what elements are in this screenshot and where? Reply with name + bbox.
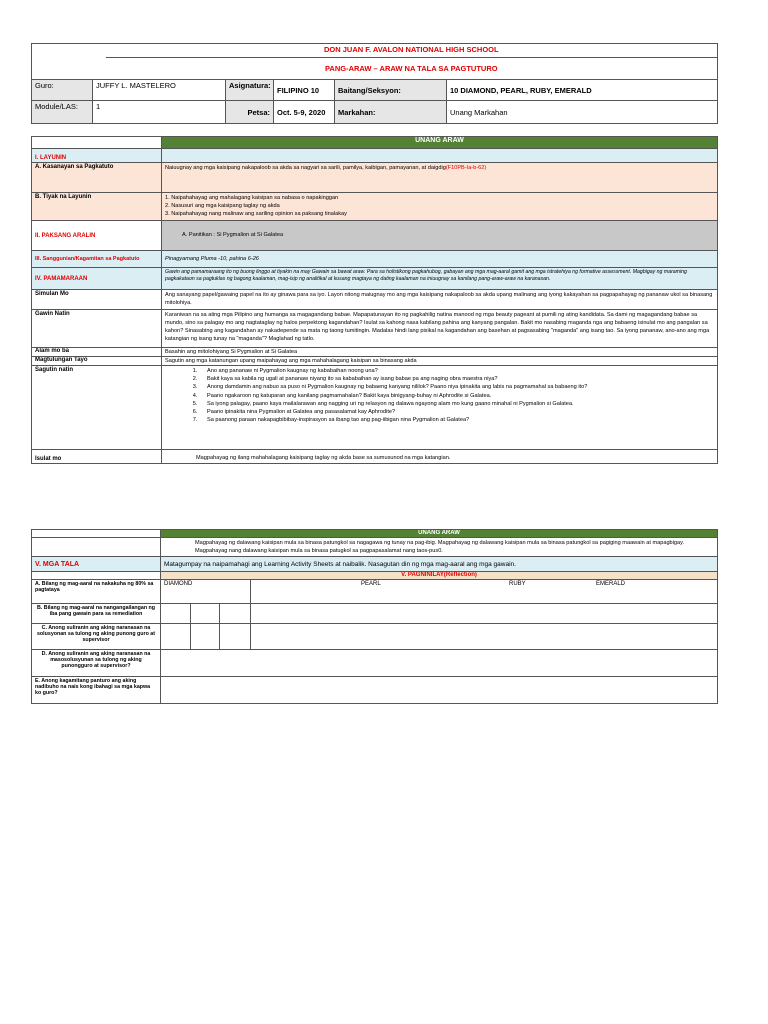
petsa-label: Petsa: (226, 101, 274, 124)
question-b: B. Bilang ng mag-aaral na nangangailangan ng iba pang gawain para sa remediation (32, 604, 161, 624)
pamantayan-text: Naiuugnay ang mga kaisipang nakapaloob sa akda sa nagyari sa sarili, pamilya, kaibigan, pamayanan, at daigdig(F10PB-Ia-b-62) (162, 163, 718, 193)
baitang-value: 10 DIAMOND, PEARL, RUBY, EMERALD (447, 80, 718, 101)
pamamaraan-text: Gawin ang pamamaraang ito ng buong linggo at tiyakin na may Gawain sa bawat araw. Para sa holistikong pagkahubog, gabayan ang mga mag-aaral gamit ang mga istratehiya ng formative assessment. Magbigay ng maraming pagkakataon sa pagtuklas ng bagong kaalaman, mag-isip ng analitikal at kusang magtaya ng dating kaalaman na iniuugnay sa kanilang pang-araw-araw na karanasan. (162, 268, 718, 290)
sections-row (251, 580, 718, 604)
section-pearl: PEARL (361, 581, 381, 588)
mga-tala-label: V. MGA TALA (32, 557, 161, 572)
simulan-label: Simulan Mo (32, 290, 162, 310)
gawin-label: Gawin Natin (32, 310, 162, 348)
asignatura-value: FILIPINO 10 (274, 80, 335, 101)
question-item: 6. Paano ipinakita nina Pygmalion at Galatea ang pasasalamat kay Aphrodite? (199, 408, 714, 416)
question-c: C. Anong suliranin ang aking naranasan na solusyonan sa tulong ng aking punong guro at supervisor (32, 624, 161, 650)
guro-label: Guro: (32, 80, 93, 101)
question-item: 7. Sa paanong paraan nakapagbibibay-inspirasyon sa ibang tao ang pag-iibigan nina Pygmalion at Galatea? (199, 416, 714, 424)
tiyak-label: B. Tiyak na Layunin (32, 193, 162, 221)
pagninilay-label: V. PAGNINILAY(Reflection) (161, 572, 718, 580)
markahan-label: Markahan: (335, 101, 447, 124)
alam-label: Alam mo ba (32, 348, 162, 357)
alam-text: Basahin ang mitolohiyang Si Pygmalion at Si Galatea (162, 348, 718, 357)
tiyak-item: 2. Nasusuri ang mga kaisipang taglay ng akda (165, 203, 280, 210)
school-name: DON JUAN F. AVALON NATIONAL HIGH SCHOOL (106, 44, 718, 58)
pamantayan-label: A. Kasanayan sa Pagkatuto (32, 163, 162, 193)
tiyak-list (162, 193, 718, 221)
question-e: E. Anong kagamitang panturo ang aking nadibuho na nais kong ibahagi sa mga kapwa ko guro? (32, 677, 161, 704)
petsa-value: Oct. 5-9, 2020 (274, 101, 335, 124)
baitang-label: Baitang/Seksyon: (335, 80, 447, 101)
isulat-label: Isulat mo (32, 450, 162, 464)
section-diamond: DIAMOND (161, 580, 251, 604)
gawin-text: Karaniwan na sa ating mga Pilipino ang humanga sa magagandang babae. Mapapatunayan ito ng pagkahilig natina manood ng mga beauty pageant at pumili ng ating kandidata. Sa dami ng magagandang babae sa mundo, sino sa palagay mo ang nagtataglay ng halos perpektong kagandahan? Isulat sa kahong nasa kabilang pahina ang kanyang pangalan. Bakit mo nasabing maganda nga ang babaeng isinulat mo ang pangalan sa kahon? Sinasabing ang kagandahan ay nakadepende sa mata ng taong tumitingin. Madalas hindi lang pisikal na kagandahan ang basehan at pagsasabing "maganda" ang isang tao. Sa iyong pananaw, ano-ano ang mga katangian ng isang tunay na "maganda"? Maglahad ng tatlo. (162, 310, 718, 348)
paksa-label: II. PAKSANG ARALIN (32, 221, 162, 251)
header-table (31, 43, 718, 124)
paksa-text: A. Panitikan : Si Pygmalion at Si Galatea (162, 221, 718, 251)
question-item: 3. Anong damdamin ang nabuo sa puso ni Pygmalion kaugnay ng babaeng kanyang nililok? Paano niya ipinakita ang labis na pagmamahal sa babaeng ito? (199, 383, 714, 391)
document-title: PANG-ARAW – ARAW NA TALA SA PAGTUTURO (106, 58, 718, 80)
reflection-table (31, 529, 718, 704)
mga-tala-text: Matagumpay na naipamahagi ang Learning Activity Sheets at naibalik. Nasagutan din ng mga mag-aaral ang mga gawain. (161, 557, 718, 572)
question-item: 1. Ano ang pananaw ni Pygmalion kaugnay ng kababaihan noong una? (199, 367, 714, 375)
section-emerald: EMERALD (596, 581, 626, 588)
question-item: 4. Paano ngakaroon ng katuparan ang kanilang pagmamahalan? Bakit kaya binigyang-buhay ni Aphrodite si Galatea. (199, 392, 714, 400)
asignatura-label: Asignatura: (226, 80, 274, 101)
simulan-text: Ang sanayang papel/gawaing papel na ito ay ginawa para sa iyo. Layon nitong maiugnay mo ang mga kaisipang nakapaloob sa akda upang malinang ang iyong kakayahan sa pagpapahayag ng pananaw ukol sa binasang mitolohiya. (162, 290, 718, 310)
question-d: D. Anong suliranin ang aking naranasan na masosolusyunan sa tulong ng aking punongguro at supervisor? (32, 650, 161, 677)
sagutin-label: Sagutin natin (32, 366, 162, 450)
module-label: Module/LAS: (32, 101, 93, 124)
sagutin-list (162, 366, 718, 450)
sanggunian-text: Pinagyamang Pluma -10, pahina 6-26 (162, 251, 718, 268)
isulat-text: Magpahayag ng ilang mahahalagang kaisipang taglay ng akda base sa sumusunod na mga katangian. (162, 450, 718, 464)
section-ruby: RUBY (509, 581, 526, 588)
magtulungan-label: Magtulungan Tayo (32, 357, 162, 366)
lesson-plan-table (31, 136, 718, 464)
markahan-value: Unang Markahan (447, 101, 718, 124)
module-value: 1 (93, 101, 226, 124)
question-item: 2. Bakit kaya sa kabila ng ugali at pananaw niyang ito sa kababaihan ay isang babae pa ang naging obra maestra niya? (199, 375, 714, 383)
magtulungan-text: Sagutin ang mga katanungan upang maipahayag ang mga mahahalagang kaisipan sa binasang akda (162, 357, 718, 366)
day-header: UNANG ARAW (162, 137, 718, 149)
competency-code: (F10PB-Ia-b-62) (445, 165, 487, 171)
tiyak-item: 1. Naipahahayag ang mahalagang kaisipan sa nabasa o napakinggan (165, 195, 339, 201)
question-item: 5. Sa iyong palagay, paano kaya mailalarawan ang nagging uri ng relasyon ng dalawa ngayong alam mo kung gaano minahal ni Pygmalion si Galatea. (199, 400, 714, 408)
question-a: A. Bilang ng mag-aaral na nakakuha ng 80% sa pagtataya (32, 580, 161, 604)
sanggunian-label: III. Sanggunian/Kagamitan sa Pagkatuto (32, 251, 162, 268)
guro-value: JUFFY L. MASTELERO (93, 80, 226, 101)
tiyak-item: 3. Naipahahayag nang malinaw ang sariling opinion sa paksang tinalakay (165, 211, 347, 218)
reflection-intro: Magpahayag ng dalawang kaisipan mula sa binasa patungkol sa nagagawa ng tunay na pag-ibig. Magpahayag ng dalawang kaisipan mula sa binasa patungkol sa pagiging maawain at mapagbigay. Magpahayag nang dalawang kaisipan mula sa binasa patugkol sa pagpapasalamat nang taos-pus0. (161, 538, 718, 557)
layunin-label: I. LAYUNIN (32, 149, 162, 163)
pamamaraan-label: IV. PAMAMARAAN (32, 268, 162, 290)
reflection-day-header: UNANG ARAW (161, 530, 718, 538)
